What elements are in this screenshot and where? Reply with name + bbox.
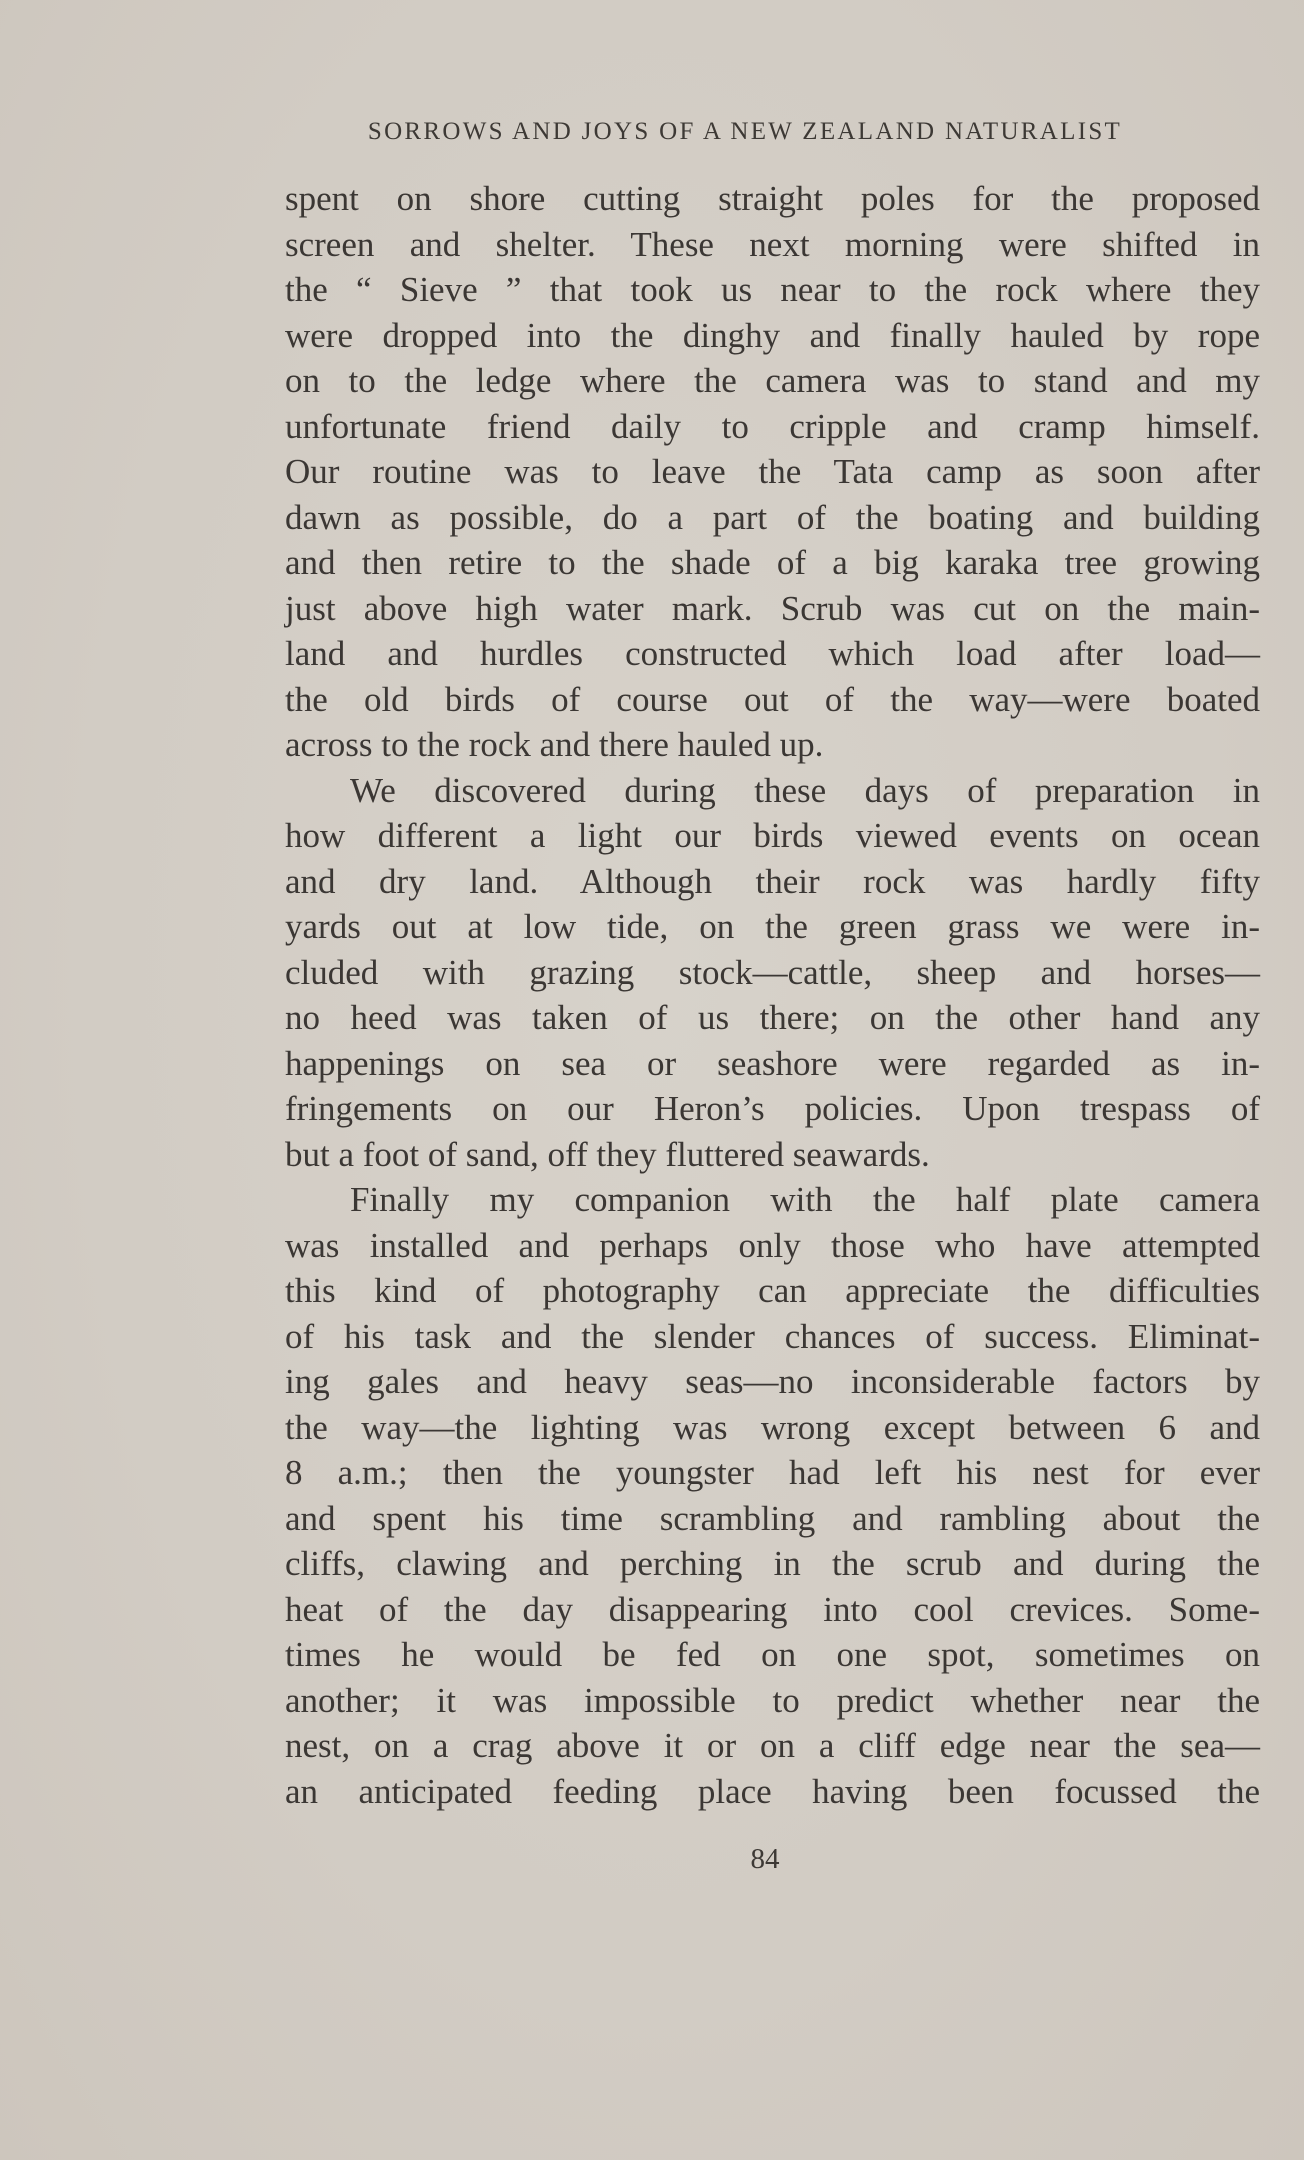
text-line: Our routine was to leave the Tata camp as soon after	[285, 452, 1260, 491]
text-line: were dropped into the dinghy and finally hauled by rope	[285, 315, 1260, 355]
text-line: 8 a.m.; then the youngster had left his nest for ever	[285, 1453, 1260, 1492]
text-line: across to the rock and there hauled up.	[285, 725, 824, 764]
text-line: heat of the day disappearing into cool crevices. Some-	[285, 1589, 1260, 1629]
text-line: land and hurdles constructed which load after load—	[285, 634, 1260, 673]
text-line: ing gales and heavy seas—no inconsiderable factors by	[285, 1362, 1260, 1401]
text-line: no heed was taken of us there; on the other hand any	[285, 998, 1260, 1037]
text-line: happenings on sea or seashore were regarded as in-	[285, 1043, 1260, 1083]
text-line: spent on shore cutting straight poles for the proposed	[285, 179, 1260, 218]
paragraph-first-line: We discovered during these days of preparation in	[350, 770, 1260, 810]
text-line: cluded with grazing stock—cattle, sheep and horses—	[285, 952, 1260, 992]
text-line: this kind of photography can appreciate the difficulties	[285, 1271, 1260, 1310]
text-line: the “ Sieve ” that took us near to the rock where they	[285, 270, 1260, 309]
text-line: and dry land. Although their rock was hardly fifty	[285, 861, 1260, 901]
text-line: screen and shelter. These next morning were shifted in	[285, 224, 1260, 264]
text-line: just above high water mark. Scrub was cut on the main-	[285, 588, 1260, 628]
text-line: the way—the lighting was wrong except between 6 and	[285, 1407, 1260, 1447]
text-line: yards out at low tide, on the green grass we were in-	[285, 907, 1260, 946]
text-line: dawn as possible, do a part of the boating and building	[285, 497, 1260, 537]
text-line: unfortunate friend daily to cripple and cramp himself.	[285, 406, 1260, 446]
text-line: times he would be fed on one spot, sometimes on	[285, 1635, 1260, 1674]
text-line: was installed and perhaps only those who have attempted	[285, 1225, 1260, 1265]
body-text	[285, 176, 1260, 1814]
text-line: of his task and the slender chances of success. Eliminat-	[285, 1316, 1260, 1356]
text-line: fringements on our Heron’s policies. Upon trespass of	[285, 1089, 1260, 1128]
text-line: nest, on a crag above it or on a cliff edge near the sea—	[285, 1726, 1260, 1765]
text-line: the old birds of course out of the way—were boated	[285, 679, 1260, 719]
text-line: another; it was impossible to predict whether near the	[285, 1680, 1260, 1720]
page-number: 84	[750, 1843, 780, 1875]
paragraph-first-line: Finally my companion with the half plate camera	[350, 1180, 1260, 1219]
text-line: cliffs, clawing and perching in the scrub and during the	[285, 1544, 1260, 1583]
text-line: and then retire to the shade of a big karaka tree growing	[285, 543, 1260, 582]
text-line: but a foot of sand, off they fluttered seawards.	[285, 1134, 930, 1174]
text-line: and spent his time scrambling and rambling about the	[285, 1498, 1260, 1538]
text-line: an anticipated feeding place having been focussed the	[285, 1771, 1260, 1811]
text-line: on to the ledge where the camera was to stand and my	[285, 361, 1260, 400]
text-line: how different a light our birds viewed events on ocean	[285, 816, 1260, 855]
running-head: SORROWS AND JOYS OF A NEW ZEALAND NATURALIST	[367, 118, 1123, 145]
